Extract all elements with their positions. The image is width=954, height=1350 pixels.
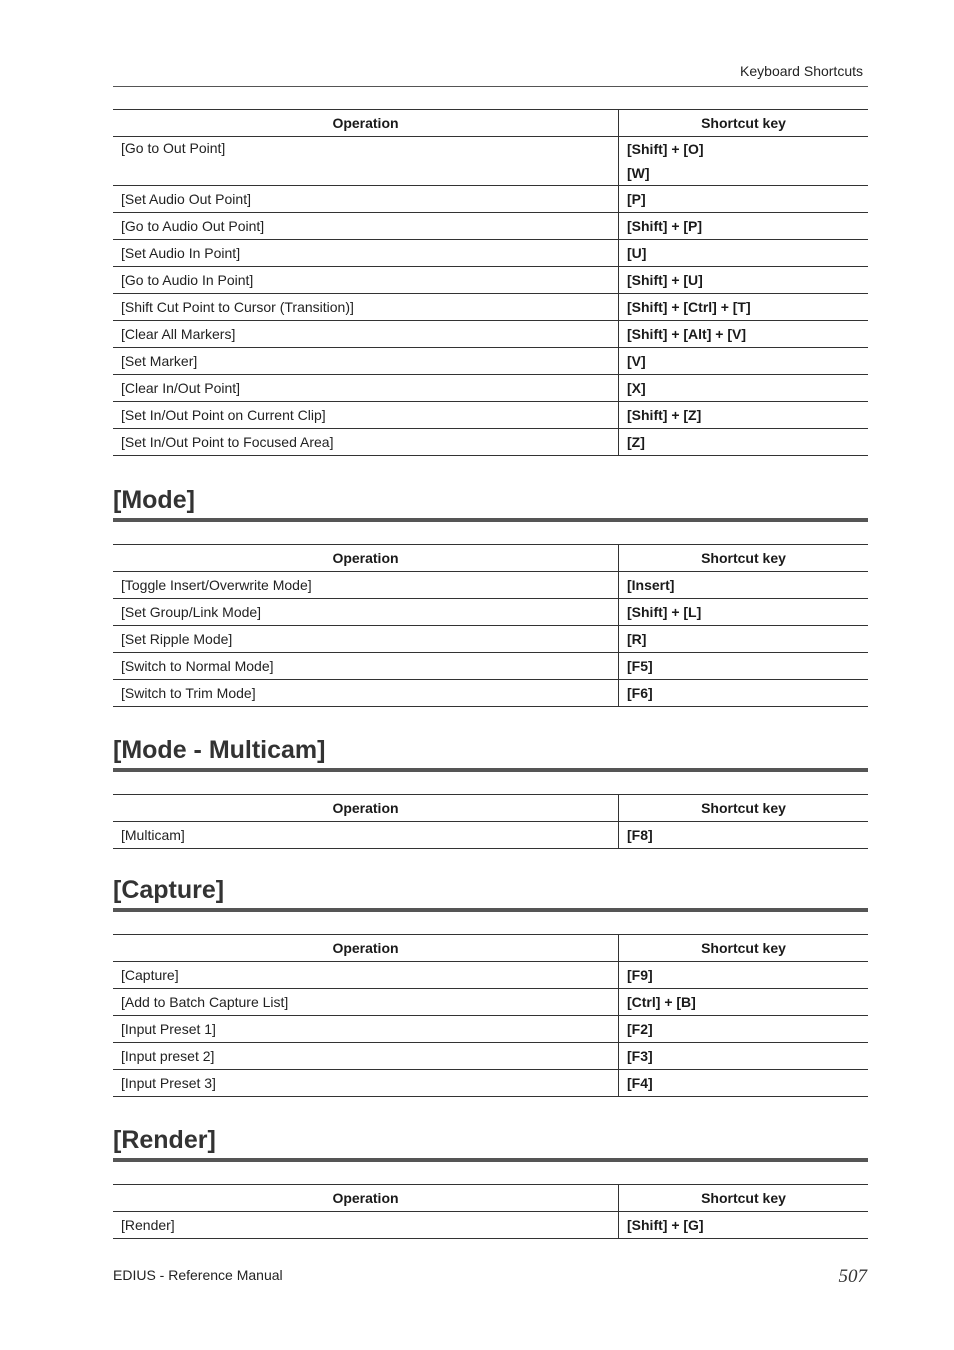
table-row	[113, 822, 868, 849]
shortcut-cell	[619, 822, 869, 849]
table-row	[113, 962, 868, 989]
shortcut-key: [Shift] + [Alt] + [V]	[627, 326, 746, 342]
operation-cell: [Input Preset 1]	[113, 1016, 619, 1043]
operation-cell: [Go to Audio In Point]	[113, 267, 619, 294]
column-header-operation: Operation	[113, 545, 619, 572]
shortcut-cell	[619, 989, 869, 1016]
shortcut-key: [Shift] + [L]	[627, 604, 702, 620]
operation-cell: [Switch to Normal Mode]	[113, 653, 619, 680]
section-title-mode: [Mode]	[113, 484, 868, 522]
table-row	[113, 1016, 868, 1043]
operation-cell: [Set In/Out Point on Current Clip]	[113, 402, 619, 429]
page-number: 507	[838, 1266, 867, 1287]
shortcut-cell	[619, 240, 869, 267]
shortcut-key: [Shift] + [P]	[627, 218, 703, 234]
shortcut-cell	[619, 1212, 869, 1239]
column-header-operation: Operation	[113, 110, 619, 137]
shortcut-table-capture	[113, 934, 868, 1097]
column-header-shortcut: Shortcut key	[619, 795, 869, 822]
shortcut-cell	[619, 626, 869, 653]
operation-cell: [Clear All Markers]	[113, 321, 619, 348]
shortcut-key: [Shift] + [Z]	[627, 407, 702, 423]
shortcut-cell	[619, 213, 869, 240]
shortcut-key: [F2]	[627, 1021, 653, 1037]
shortcut-cell	[619, 137, 869, 186]
table-row	[113, 429, 868, 456]
operation-cell: [Input preset 2]	[113, 1043, 619, 1070]
shortcut-key: [Ctrl] + [B]	[627, 994, 696, 1010]
shortcut-cell	[619, 294, 869, 321]
column-header-operation: Operation	[113, 1185, 619, 1212]
shortcut-cell	[619, 653, 869, 680]
shortcut-cell	[619, 267, 869, 294]
operation-cell: [Set Ripple Mode]	[113, 626, 619, 653]
operation-cell: [Input Preset 3]	[113, 1070, 619, 1097]
shortcut-cell	[619, 321, 869, 348]
shortcut-key: [U]	[627, 245, 647, 261]
shortcut-key: [X]	[627, 380, 646, 396]
table-row	[113, 294, 868, 321]
shortcut-cell	[619, 402, 869, 429]
shortcut-cell	[619, 1043, 869, 1070]
table-row	[113, 680, 868, 707]
operation-cell: [Switch to Trim Mode]	[113, 680, 619, 707]
table-row	[113, 989, 868, 1016]
shortcut-key: [Shift] + [Ctrl] + [T]	[627, 299, 751, 315]
column-header-shortcut: Shortcut key	[619, 110, 869, 137]
shortcut-cell	[619, 962, 869, 989]
running-header: Keyboard Shortcuts	[740, 63, 863, 79]
shortcut-key: [F6]	[627, 685, 653, 701]
table-row	[113, 1212, 868, 1239]
operation-cell: [Multicam]	[113, 822, 619, 849]
table-row	[113, 321, 868, 348]
shortcut-key: [F3]	[627, 1048, 653, 1064]
table-row	[113, 348, 868, 375]
operation-cell: [Set In/Out Point to Focused Area]	[113, 429, 619, 456]
table-row	[113, 402, 868, 429]
footer-manual-title: EDIUS - Reference Manual	[113, 1267, 283, 1283]
operation-cell: [Toggle Insert/Overwrite Mode]	[113, 572, 619, 599]
shortcut-table-mode	[113, 544, 868, 707]
shortcut-key: [R]	[627, 631, 647, 647]
shortcut-key: [Shift] + [O]	[627, 141, 704, 157]
operation-cell: [Add to Batch Capture List]	[113, 989, 619, 1016]
shortcut-key: [Insert]	[627, 577, 675, 593]
table-row	[113, 1043, 868, 1070]
shortcut-key: [F9]	[627, 967, 653, 983]
column-header-shortcut: Shortcut key	[619, 545, 869, 572]
section-title-mode-multicam: [Mode - Multicam]	[113, 734, 868, 772]
shortcut-table-continued	[113, 109, 868, 456]
table-row	[113, 626, 868, 653]
table-row	[113, 572, 868, 599]
column-header-operation: Operation	[113, 935, 619, 962]
shortcut-key: [W]	[627, 165, 650, 181]
shortcut-table-render	[113, 1184, 868, 1239]
operation-cell: [Set Marker]	[113, 348, 619, 375]
operation-cell: [Go to Audio Out Point]	[113, 213, 619, 240]
operation-cell: [Capture]	[113, 962, 619, 989]
shortcut-key: [Shift] + [U]	[627, 272, 703, 288]
table-row	[113, 213, 868, 240]
table-row	[113, 599, 868, 626]
header-rule	[113, 86, 868, 87]
operation-cell: [Go to Out Point]	[113, 137, 619, 186]
table-row	[113, 137, 868, 186]
shortcut-key: [V]	[627, 353, 646, 369]
shortcut-key: [F8]	[627, 827, 653, 843]
shortcut-cell	[619, 1070, 869, 1097]
shortcut-cell	[619, 599, 869, 626]
shortcut-key: [P]	[627, 191, 646, 207]
operation-cell: [Render]	[113, 1212, 619, 1239]
shortcut-table-multicam	[113, 794, 868, 849]
shortcut-key: [F5]	[627, 658, 653, 674]
operation-cell: [Clear In/Out Point]	[113, 375, 619, 402]
shortcut-cell	[619, 186, 869, 213]
table-row	[113, 186, 868, 213]
table-row	[113, 1070, 868, 1097]
column-header-shortcut: Shortcut key	[619, 1185, 869, 1212]
shortcut-cell	[619, 429, 869, 456]
operation-cell: [Set Audio Out Point]	[113, 186, 619, 213]
shortcut-cell	[619, 572, 869, 599]
operation-cell: [Set Audio In Point]	[113, 240, 619, 267]
section-title-render: [Render]	[113, 1124, 868, 1162]
shortcut-cell	[619, 375, 869, 402]
section-title-capture: [Capture]	[113, 874, 868, 912]
table-row	[113, 267, 868, 294]
table-row	[113, 653, 868, 680]
shortcut-key: [F4]	[627, 1075, 653, 1091]
operation-cell: [Shift Cut Point to Cursor (Transition)]	[113, 294, 619, 321]
shortcut-cell	[619, 680, 869, 707]
table-row	[113, 375, 868, 402]
column-header-operation: Operation	[113, 795, 619, 822]
shortcut-key: [Z]	[627, 434, 645, 450]
shortcut-cell	[619, 348, 869, 375]
column-header-shortcut: Shortcut key	[619, 935, 869, 962]
shortcut-cell	[619, 1016, 869, 1043]
shortcut-key: [Shift] + [G]	[627, 1217, 704, 1233]
table-row	[113, 240, 868, 267]
operation-cell: [Set Group/Link Mode]	[113, 599, 619, 626]
